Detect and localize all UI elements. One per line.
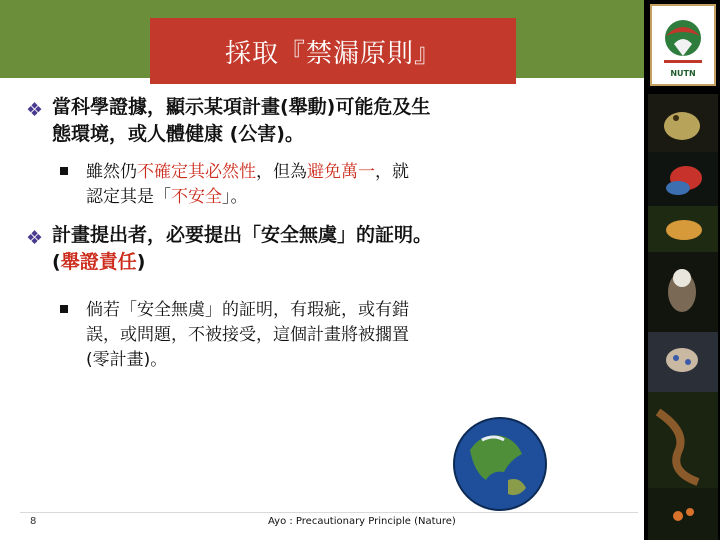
square-bullet-icon: [60, 305, 68, 313]
frog-photo: [648, 94, 718, 152]
diamond-bullet-icon: ❖: [26, 99, 44, 121]
treefrog-photo: [648, 206, 718, 252]
text-span: ，但為: [256, 162, 307, 182]
bullet-item-2-line-1: 計畫提出者，必要提出「安全無虞」的証明。: [52, 224, 433, 246]
footer-caption: Ayo : Precautionary Principle (Nature): [268, 516, 456, 527]
bullet-item-1-line-2: 態環境，或人體健康 (公害)。: [52, 123, 304, 145]
sub-bullet-item-1-line-2: [86, 185, 626, 210]
title-box: [150, 18, 516, 84]
text-span: 雖然仍: [86, 162, 137, 182]
sub-bullet-item-1-line-1: [86, 160, 626, 185]
emphasis-text: 不安全: [171, 187, 222, 207]
sub-bullet-item-2-line-2: 誤，或問題，不被接受，這個計畫將被擱置: [86, 325, 409, 345]
text-span: (: [52, 251, 61, 273]
square-bullet-icon: [60, 167, 68, 175]
text-span: ，就: [375, 162, 409, 182]
sub-bullet-item-2-line-3: (零計畫)。: [86, 350, 168, 370]
bullet-item-2: [26, 222, 626, 276]
bird-photo: [648, 152, 718, 206]
text-span: 認定其是「: [86, 187, 171, 207]
diamond-bullet-icon: ❖: [26, 227, 44, 249]
bullet-item-1-line-1: 當科學證據，顯示某項計畫(舉動)可能危及生: [52, 96, 431, 118]
sub-bullet-item-2: [26, 298, 626, 373]
emphasis-text: 舉證責任: [60, 251, 137, 273]
text-span: 」。: [222, 187, 248, 207]
salamander-photo: [648, 392, 718, 488]
octopus-photo: [648, 332, 718, 392]
sub-bullet-item-2-line-1: 倘若「安全無虞」的証明，有瑕疵，或有錯: [86, 300, 409, 320]
page-number: 8: [30, 516, 37, 527]
university-logo: [650, 4, 716, 86]
slide-title: 採取『禁漏原則』: [224, 38, 441, 69]
bullet-item-2-line-2: [52, 249, 626, 276]
monkey-photo: [648, 252, 718, 332]
earth-globe-image: [452, 410, 548, 514]
bird-emblem-icon: [652, 6, 714, 84]
butterfly-photo: [648, 488, 718, 540]
emphasis-text: 避免萬一: [307, 162, 375, 182]
footer-divider: [20, 512, 638, 513]
slide-body: [26, 94, 626, 385]
sub-bullet-item-1: [26, 160, 626, 210]
emphasis-text: 不確定其必然性: [137, 162, 256, 182]
bullet-item-1: [26, 94, 626, 148]
text-span: ): [136, 251, 146, 273]
logo-label: NUTN: [670, 69, 696, 78]
